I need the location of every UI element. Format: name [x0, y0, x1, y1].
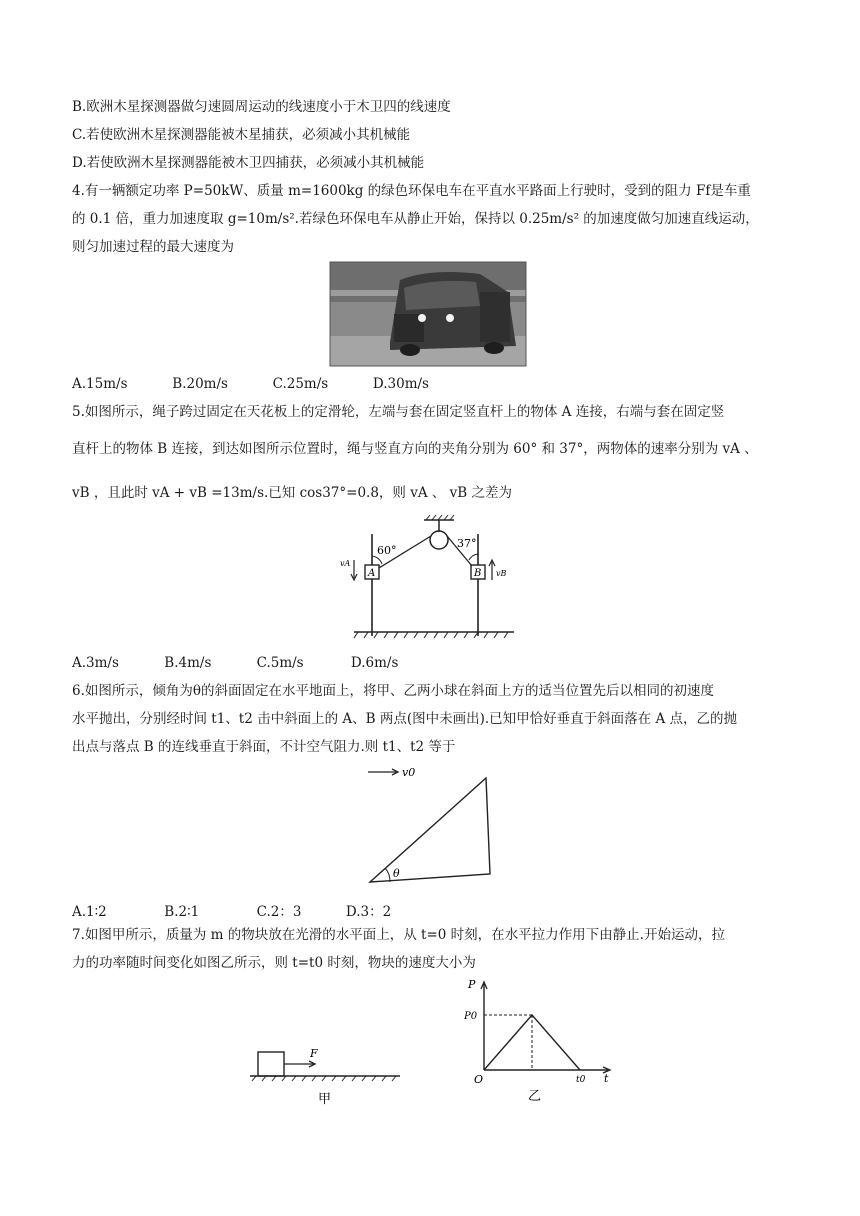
- q5-label-a: A: [368, 568, 376, 579]
- q5-option-c: C.5m/s: [256, 655, 304, 671]
- q3-option-b: B.欧洲木星探测器做匀速圆周运动的线速度小于木卫四的线速度: [72, 99, 451, 115]
- q4-option-b: B.20m/s: [172, 376, 228, 392]
- q6-option-a: A.1∶2: [72, 904, 107, 920]
- q6-option-b: B.2∶1: [164, 904, 200, 920]
- q6-option-d: D.3：2: [345, 904, 392, 920]
- q4-option-c: C.25m/s: [272, 376, 329, 392]
- q5-label-b: B: [474, 568, 482, 579]
- q6-line-1: 6.如图所示，倾角为θ的斜面固定在水平地面上，将甲、乙两小球在斜面上方的适当位置先后以相同的初速度: [72, 683, 715, 699]
- q3-option-c: C.若使欧洲木星探测器能被木星捕获，必须减小其机械能: [72, 127, 411, 143]
- q7-caption-a: 甲: [318, 1092, 332, 1107]
- q6-theta-label: θ: [393, 867, 400, 880]
- q4-line-2: 的 0.1 倍，重力加速度取 g=10m/s².若绿色环保电车从静止开始，保持以 0.25m/s² 的加速度做匀加速直线运动，: [72, 211, 759, 227]
- q5-angle-a: 60°: [377, 544, 397, 557]
- q6-line-3: 出点与落点 B 的连线垂直于斜面，不计空气阻力.则 t1、t2 等于: [72, 739, 456, 755]
- q7-t0-label: t0: [576, 1075, 586, 1085]
- q5-pulley-figure: [336, 514, 526, 644]
- q5-option-b: B.4m/s: [164, 655, 212, 671]
- q4-bus-photo: [330, 262, 526, 366]
- q6-options: [72, 900, 391, 920]
- q3-option-d: D.若使欧洲木星探测器能被木卫四捕获，必须减小其机械能: [72, 155, 425, 171]
- q7-origin-label: O: [474, 1073, 484, 1086]
- q7-line-2: 力的功率随时间变化如图乙所示，则 t=t0 时刻，物块的速度大小为: [72, 955, 476, 971]
- q5-angle-b: 37°: [457, 537, 477, 550]
- q7-caption-b: 乙: [528, 1089, 542, 1104]
- q6-incline-figure: [366, 764, 496, 886]
- q6-option-c: C.2：3: [256, 904, 302, 920]
- q4-line-3: 则匀加速过程的最大速度为: [72, 239, 234, 255]
- q5-line-2: 直杆上的物体 B 连接，到达如图所示位置时，绳与竖直方向的夹角分别为 60° 和 37°，两物体的速率分别为 vA 、: [72, 441, 758, 457]
- q7-p0-label: P0: [464, 1011, 478, 1022]
- q4-option-d: D.30m/s: [372, 376, 429, 392]
- q7-force-label: F: [310, 1047, 318, 1060]
- q6-line-2: 水平抛出，分别经时间 t1、t2 击中斜面上的 A、B 两点(图中未画出).已知甲恰好垂直于斜面落在 A 点，乙的抛: [72, 711, 738, 727]
- q4-line-1: 4.有一辆额定功率 P=50kW、质量 m=1600kg 的绿色环保电车在平直水平路面上行驶时，受到的阻力 Ff是车重: [72, 183, 751, 199]
- q7-figure-a: [248, 1040, 408, 1110]
- q5-line-3: vB ，且此时 vA + vB =13m/s.已知 cos37°=0.8，则 vA 、 vB 之差为: [72, 485, 513, 501]
- q5-options: [72, 655, 398, 671]
- q7-figure-b: [460, 976, 620, 1106]
- q4-options: [72, 376, 429, 392]
- q7-t-axis-label: t: [604, 1072, 609, 1085]
- q5-vb-label: vB: [496, 569, 507, 578]
- q5-line-1: 5.如图所示，绳子跨过固定在天花板上的定滑轮，左端与套在固定竖直杆上的物体 A 连接，右端与套在固定竖: [72, 404, 725, 420]
- q4-option-a: A.15m/s: [72, 376, 128, 392]
- q5-option-a: A.3m/s: [72, 655, 119, 671]
- q5-option-d: D.6m/s: [350, 655, 399, 671]
- q6-v0-label: v0: [402, 766, 416, 779]
- q7-p-axis-label: P: [468, 978, 476, 991]
- q7-line-1: 7.如图甲所示，质量为 m 的物块放在光滑的水平面上，从 t=0 时刻，在水平拉力作用下由静止.开始运动，拉: [72, 927, 725, 943]
- q5-va-label: vA: [340, 559, 351, 568]
